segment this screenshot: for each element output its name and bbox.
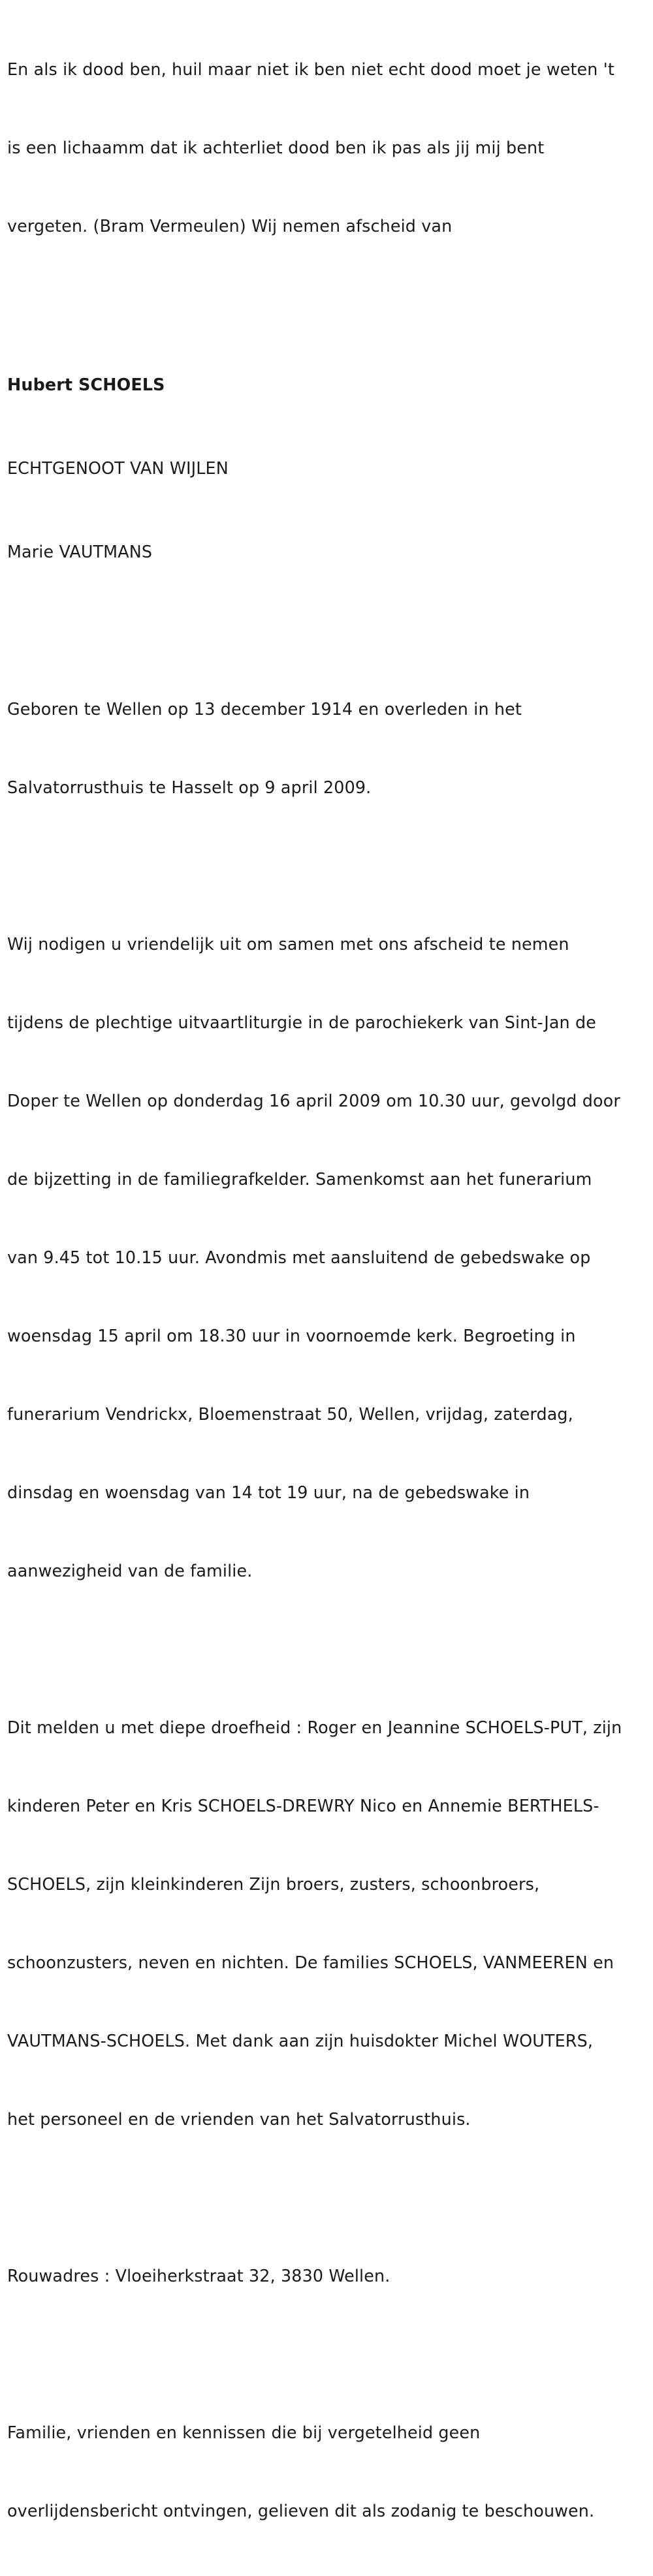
invitation-line: Wij nodigen u vriendelijk uit om samen met ons afscheid te nemen: [7, 934, 569, 954]
intro-line: is een lichaamm dat ik achterliet dood ben ik pas als jij mij bent: [7, 138, 545, 157]
invitation-line: tijdens de plechtige uitvaartliturgie in de parochiekerk van Sint-Jan de: [7, 1013, 596, 1032]
spouse-name: Marie VAUTMANS: [7, 542, 153, 561]
deceased-block: [7, 317, 647, 620]
invitation-line: Doper te Wellen op donderdag 16 april 2009 om 10.30 uur, gevolgd door: [7, 1091, 620, 1110]
announcement-line: VAUTMANS-SCHOELS. Met dank aan zijn huisdokter Michel WOUTERS,: [7, 2031, 594, 2050]
announcement-line: Dit melden u met diepe droefheid : Roger en Jeannine SCHOELS-PUT, zijn: [7, 1718, 622, 1737]
birth-death-line: Geboren te Wellen op 13 december 1914 en overleden in het: [7, 699, 522, 719]
announcement-line: schoonzusters, neven en nichten. De families SCHOELS, VANMEEREN en: [7, 1953, 614, 1972]
announcement-line: SCHOELS, zijn kleinkinderen Zijn broers, zusters, schoonbroers,: [7, 1874, 540, 1894]
deceased-relation: ECHTGENOOT VAN WIJLEN: [7, 458, 229, 478]
intro-poem: [7, 4, 647, 291]
intro-line: En als ik dood ben, huil maar niet ik ben niet echt dood moet je weten 't: [7, 59, 614, 79]
spacer: [7, 291, 647, 317]
invitation-line: de bijzetting in de familiegrafkelder. Samenkomst aan het funerarium: [7, 1169, 592, 1189]
birth-death-paragraph: [7, 644, 647, 853]
announcement-line: het personeel en de vrienden van het Salvatorrusthuis.: [7, 2109, 471, 2129]
invitation-line: funerarium Vendrickx, Bloemenstraat 50, Wellen, vrijdag, zaterdag,: [7, 1404, 573, 1424]
spacer: [7, 1636, 647, 1662]
invitation-line: dinsdag en woensdag van 14 tot 19 uur, na de gebedswake in: [7, 1483, 530, 1502]
invitation-paragraph: [7, 879, 647, 1636]
announcement-line: kinderen Peter en Kris SCHOELS-DREWRY Nico en Annemie BERTHELS-: [7, 1796, 599, 1815]
closing-line: Familie, vrienden en kennissen die bij vergetelheid geen: [7, 2423, 481, 2442]
invitation-line: van 9.45 tot 10.15 uur. Avondmis met aansluitend de gebedswake op: [7, 1248, 591, 1267]
spacer: [7, 853, 647, 879]
invitation-line: woensdag 15 april om 18.30 uur in voornoemde kerk. Begroeting in: [7, 1326, 576, 1345]
obituary-document: [7, 4, 647, 2576]
closing-line: overlijdensbericht ontvingen, gelieven dit als zodanig te beschouwen.: [7, 2501, 595, 2521]
announcement-paragraph: [7, 1662, 647, 2184]
spacer: [7, 2184, 647, 2210]
mourning-address: Rouwadres : Vloeiherkstraat 32, 3830 Wellen.: [7, 2266, 390, 2285]
address-paragraph: [7, 2210, 647, 2341]
invitation-line: aanwezigheid van de familie.: [7, 1561, 253, 1580]
spacer: [7, 618, 647, 644]
birth-death-line: Salvatorrusthuis te Hasselt op 9 april 2009.: [7, 778, 372, 797]
intro-line: vergeten. (Bram Vermeulen) Wij nemen afscheid van: [7, 216, 453, 236]
spacer: [7, 2341, 647, 2367]
closing-paragraph: [7, 2367, 647, 2576]
deceased-name: Hubert SCHOELS: [7, 375, 165, 394]
